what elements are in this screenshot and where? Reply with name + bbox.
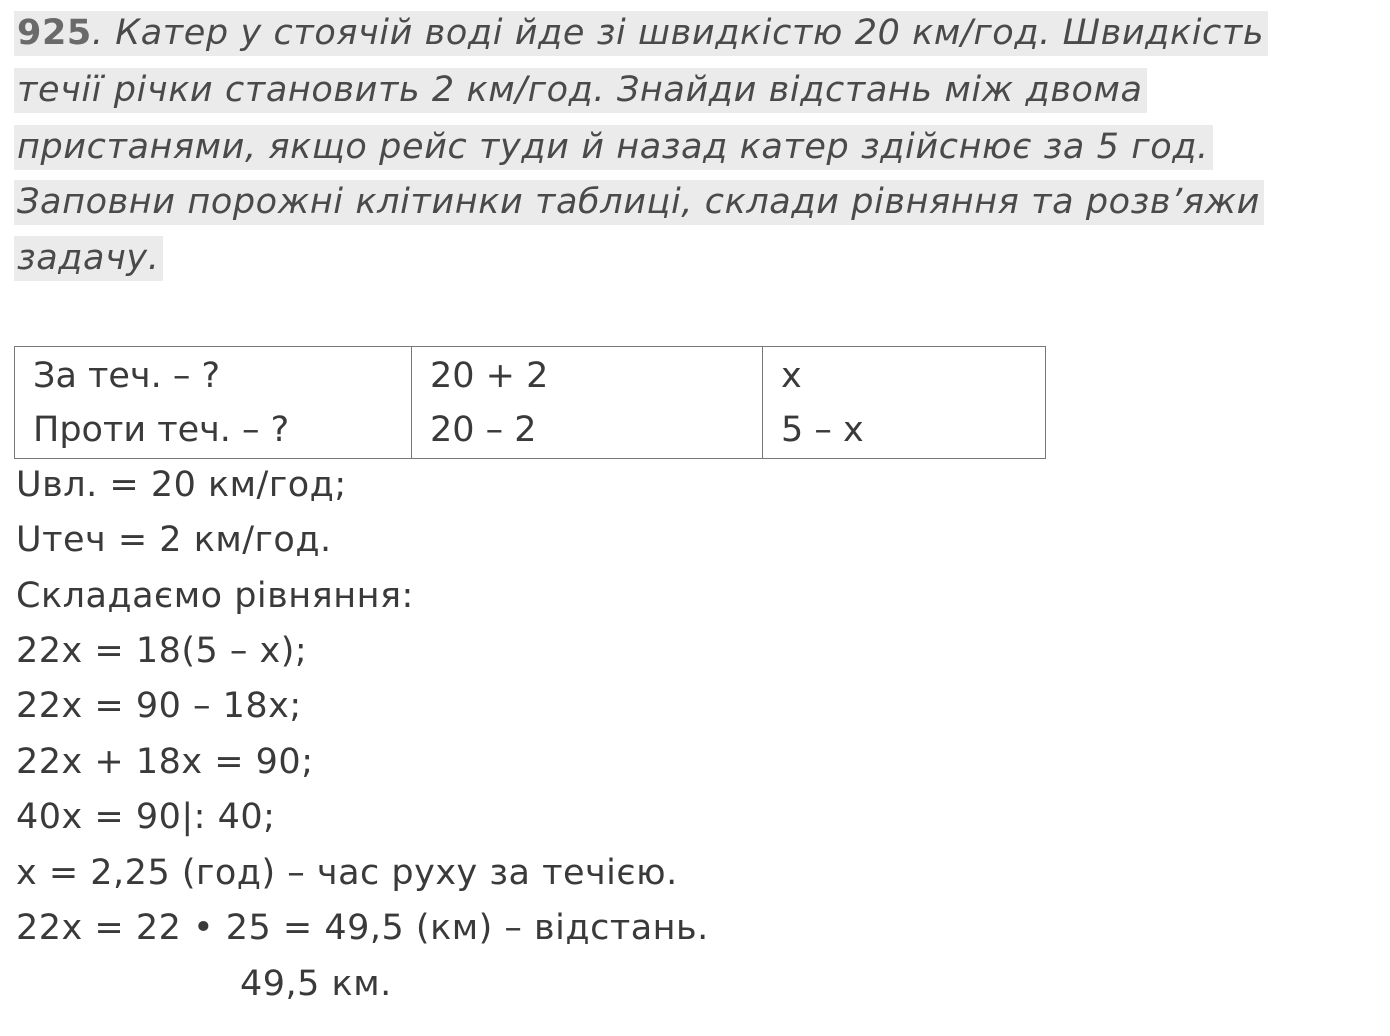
problem-line-3: пристанями, якщо рейс туди й назад катер здійснює за 5 год.: [14, 125, 1213, 170]
table-cell-speed: 20 + 2 20 – 2: [412, 347, 763, 459]
table-cell-time: x 5 – x: [763, 347, 1046, 459]
table-row: [15, 347, 1046, 459]
given-data-table: [14, 346, 1046, 459]
solution-line: 40x = 90|: 40;: [16, 797, 276, 837]
problem-line-5: задачу.: [14, 236, 163, 281]
problem-line-4: Заповни порожні клітинки таблиці, склади рівняння та розв’яжи: [14, 180, 1264, 225]
solution-line: Складаємо рівняння:: [16, 576, 414, 616]
problem-line-2: течії річки становить 2 км/год. Знайди відстань між двома: [14, 68, 1147, 113]
solution-line: Uвл. = 20 км/год;: [16, 465, 347, 505]
problem-line-1: 925. Катер у стоячій воді йде зі швидкістю 20 км/год. Швидкість: [14, 11, 1268, 56]
solution-line: 22x = 90 – 18x;: [16, 686, 302, 726]
table-cell-conditions: За теч. – ? Проти теч. – ?: [15, 347, 412, 459]
solution-line: x = 2,25 (год) – час руху за течією.: [16, 853, 678, 893]
solution-line: 22x = 22 • 25 = 49,5 (км) – відстань.: [16, 908, 709, 948]
solution-line: 22x = 18(5 – x);: [16, 631, 308, 671]
solution-line: 22x + 18x = 90;: [16, 742, 314, 782]
solution-line: Uтеч = 2 км/год.: [16, 520, 332, 560]
problem-number: 925: [17, 13, 92, 53]
answer-line: 49,5 км.: [240, 964, 392, 1004]
